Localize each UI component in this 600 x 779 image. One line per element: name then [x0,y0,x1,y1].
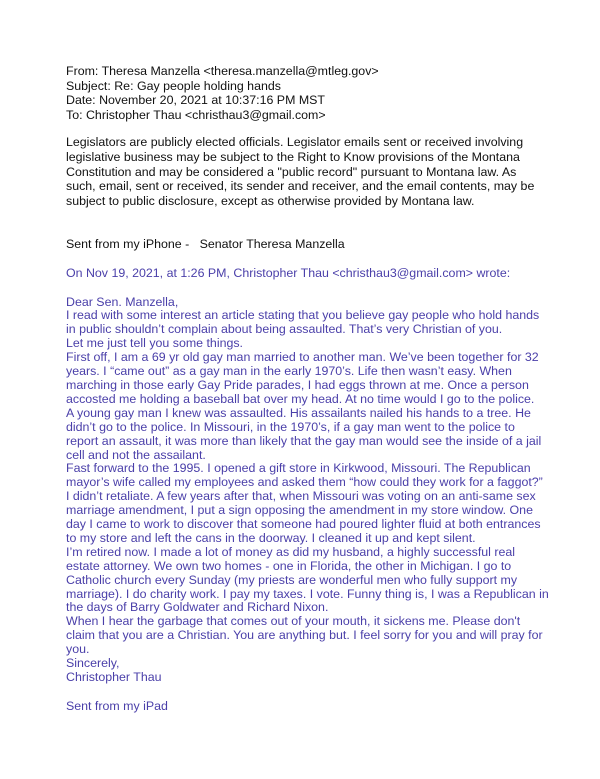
letter-line: accosted me holding a baseball bat over my head. At no time would I go to the police. [66,391,535,406]
to-label: To: [66,107,83,122]
disclaimer-line: such, email, sent or received, its sender and receiver, and the email contents, may be [66,179,535,194]
letter-line: mayor’s wife called my employees and asked them “how could they work for a faggot?” [66,475,543,490]
date-label: Date: [66,93,96,108]
disclaimer-line: Constitution and may be considered a "public record" pursuant to Montana law. As [66,164,517,179]
quote-attribution [66,266,586,281]
letter-line: When I hear the garbage that comes out of your mouth, it sickens me. Please don't [66,614,521,629]
letter-line: the days of Barry Goldwater and Richard Nixon. [66,600,329,615]
letter-line: to my store and left the cans in the doorway. I cleaned it up and kept silent. [66,530,476,545]
legal-disclaimer [66,135,586,208]
letter-line: claim that you are a Christian. You are anything but. I feel sorry for you and will pray for [66,628,543,643]
letter-line: estate attorney. We own two homes - one in Florida, the other in Michigan. I go to [66,558,512,573]
date-value: November 20, 2021 at 10:37:16 PM MST [99,93,325,108]
header-date [66,93,586,108]
letter-line: I read with some interest an article stating that you believe gay people who hold hands [66,308,540,323]
subject-value: Re: Gay people holding hands [114,78,281,93]
letter-line: A young gay man I knew was assaulted. His assailants nailed his hands to a tree. He [66,405,531,420]
letter-line: I’m retired now. I made a lot of money as did my husband, a highly successful real [66,544,516,559]
letter-line: I didn’t retaliate. A few years after that, when Missouri was voting on an anti-same sex [66,489,536,504]
sent-from-ipad: Sent from my iPad [66,698,168,713]
letter-line: First off, I am a 69 yr old gay man married to another man. We’ve been together for 32 [66,350,539,365]
letter-line: didn’t go to the police. In Missouri, in the 1970’s, if a gay man went to the police to [66,419,515,434]
letter-line: marriage). I do charity work. I pay my taxes. I vote. Funny thing is, I was a Republican in [66,586,549,601]
letter-line: you. [66,642,90,657]
letter-line: Dear Sen. Manzella, [66,294,179,309]
header-from [66,64,586,79]
to-value: Christopher Thau <christhau3@gmail.com> [85,107,326,122]
letter-line: Fast forward to the 1995. I opened a gift store in Kirkwood, Missouri. The Republican [66,461,531,476]
quoted-letter [66,296,586,685]
letter-line: cell and not the assailant. [66,447,206,462]
letter-line: Let me just tell you some things. [66,336,243,351]
letter-line: years. I “came out” as a gay man in the early 1970’s. Life then wasn’t easy. When [66,364,512,379]
attribution-line: On Nov 19, 2021, at 1:26 PM, Christopher Thau <christhau3@gmail.com> wrote: [66,265,511,280]
subject-label: Subject: [66,78,111,93]
header-subject [66,79,586,94]
from-label: From: [66,64,99,78]
disclaimer-line: subject to public disclosure, except as otherwise provided by Montana law. [66,193,475,208]
letter-line: in public shouldn’t complain about being assaulted. That’s very Christian of you. [66,322,503,337]
letter-line: marching in those early Gay Pride parades, I had eggs thrown at me. Once a person [66,377,529,392]
quoted-signature [66,699,586,714]
letter-line: day I came to work to discover that someone had poured lighter fluid at both entrances [66,517,541,532]
letter-line: marriage amendment, I put a sign opposing the amendment in my store window. One [66,503,533,518]
senator-name: Senator Theresa Manzella [199,237,345,252]
disclaimer-line: legislative business may be subject to the Right to Know provisions of the Montana [66,149,520,164]
email-headers [66,64,586,122]
from-value: Theresa Manzella <theresa.manzella@mtleg.gov> [101,64,379,78]
letter-line: report an assault, it was more than likely that the gay man would see the inside of a jail [66,433,542,448]
letter-line: Christopher Thau [66,670,162,684]
sent-from-iphone: Sent from my iPhone - [66,237,190,252]
header-to [66,108,586,123]
letter-line: Catholic church every Sunday (my priests are wonderful men who fully support my [66,572,518,587]
reply-signature [66,237,586,252]
disclaimer-line: Legislators are publicly elected officials. Legislator emails sent or received involving [66,135,524,150]
letter-line: Sincerely, [66,656,120,671]
